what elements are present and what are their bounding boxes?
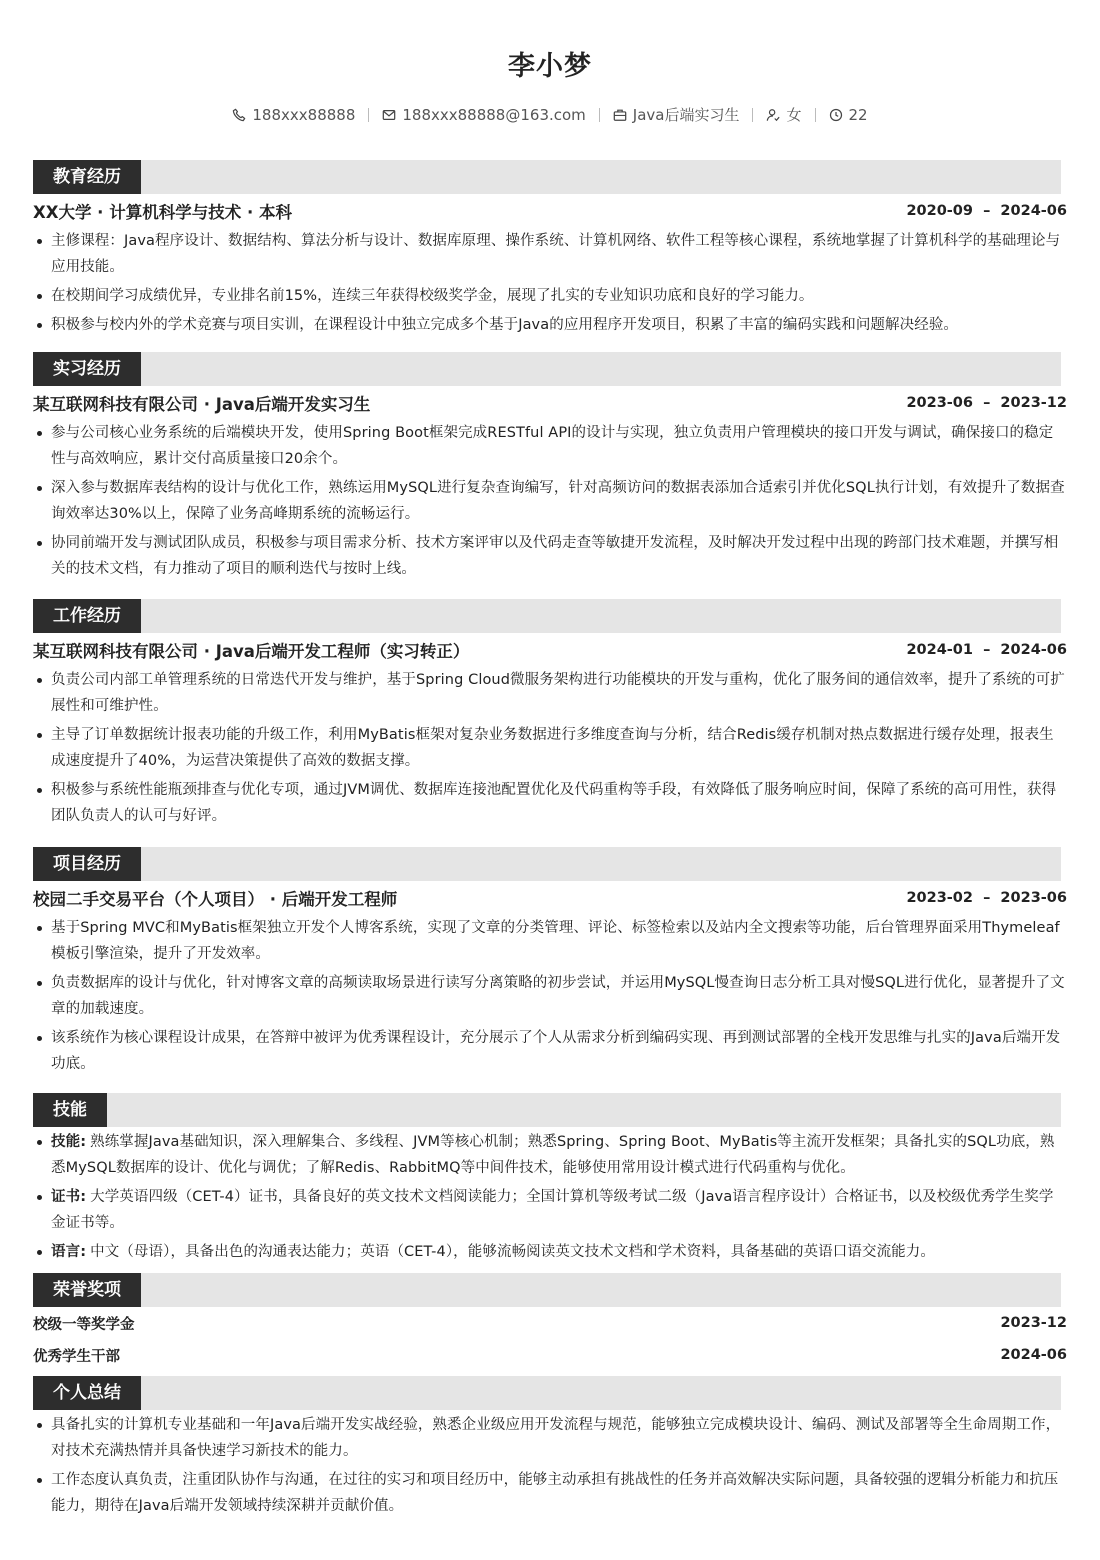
person-icon (766, 108, 780, 122)
list-item: 工作态度认真负责，注重团队协作与沟通，在过往的实习和项目经历中，能够主动承担有挑战性的任务并高效解决实际问题，具备较强的逻辑分析能力和抗压能力，期待在Java后端开发领域持续深耕并贡献价值。 (33, 1467, 1067, 1519)
section-title: 荣誉奖项 (33, 1273, 141, 1307)
work-section (33, 599, 1067, 832)
contact-gender (766, 104, 801, 125)
section-header (33, 1273, 1061, 1307)
section-header (33, 160, 1061, 194)
skill-list (33, 1129, 1067, 1265)
skill-key: 证书: (51, 1189, 87, 1205)
contact-divider (752, 108, 753, 122)
education-section (33, 160, 1067, 341)
list-item: 深入参与数据库表结构的设计与优化工作，熟练运用MySQL进行复杂查询编写，针对高频访问的数据表添加合适索引并优化SQL执行计划，有效提升了数据查询效率达30%以上，保障了业务高峰期系统的流畅运行。 (33, 475, 1067, 527)
honor-name: 校级一等奖学金 (33, 1316, 135, 1333)
entry-header (33, 386, 1067, 420)
skills-section (33, 1093, 1067, 1268)
contact-age (829, 106, 868, 124)
entry-bullets (33, 915, 1067, 1077)
entry-date: 2023-06 – 2023-12 (906, 395, 1067, 411)
skill-key: 语言: (51, 1244, 87, 1260)
contact-divider (368, 108, 369, 122)
list-item: 积极参与校内外的学术竞赛与项目实训，在课程设计中独立完成多个基于Java的应用程序开发项目，积累了丰富的编码实践和问题解决经验。 (33, 312, 1067, 338)
skill-item (33, 1239, 1067, 1265)
clock-icon (829, 108, 843, 122)
section-title: 教育经历 (33, 160, 141, 194)
position-text: Java后端实习生 (632, 106, 740, 124)
contact-email (382, 106, 585, 124)
entry-heading: 某互联网科技有限公司 · Java后端开发实习生 (33, 395, 371, 414)
honor-name: 优秀学生干部 (33, 1348, 120, 1365)
contact-bar (0, 104, 1100, 125)
contact-phone (232, 106, 355, 124)
list-item: 该系统作为核心课程设计成果，在答辩中被评为优秀课程设计，充分展示了个人从需求分析到编码实现、再到测试部署的全栈开发思维与扎实的Java后端开发功底。 (33, 1025, 1067, 1077)
list-item: 参与公司核心业务系统的后端模块开发，使用Spring Boot框架完成RESTful API的设计与实现，独立负责用户管理模块的接口开发与调试，确保接口的稳定性与高效响应，累计交付高质量接口20余个。 (33, 420, 1067, 472)
phone-icon (232, 108, 246, 122)
section-title: 实习经历 (33, 352, 141, 386)
gender-text: 女 (786, 106, 802, 124)
list-item: 负责数据库的设计与优化，针对博客文章的高频读取场景进行读写分离策略的初步尝试，并运用MySQL慢查询日志分析工具对慢SQL进行优化，显著提升了文章的加载速度。 (33, 970, 1067, 1022)
list-item: 协同前端开发与测试团队成员，积极参与项目需求分析、技术方案评审以及代码走查等敏捷开发流程，及时解决开发过程中出现的跨部门技术难题，并撰写相关的技术文档，有力推动了项目的顺利迭代与按时上线。 (33, 530, 1067, 582)
summary-section (33, 1376, 1067, 1522)
briefcase-icon (613, 108, 627, 122)
entry-bullets (33, 228, 1067, 338)
phone-text: 188xxx88888 (252, 105, 356, 124)
list-item: 主导了订单数据统计报表功能的升级工作，利用MyBatis框架对复杂业务数据进行多维度查询与分析，结合Redis缓存机制对热点数据进行缓存处理，报表生成速度提升了40%，为运营决策提供了高效的数据支撑。 (33, 722, 1067, 774)
entry-header (33, 881, 1067, 915)
contact-position (613, 104, 740, 125)
honor-date: 2023-12 (1000, 1315, 1067, 1331)
section-title: 项目经历 (33, 847, 141, 881)
list-item: 基于Spring MVC和MyBatis框架独立开发个人博客系统，实现了文章的分类管理、评论、标签检索以及站内全文搜索等功能，后台管理界面采用Thymeleaf模板引擎渲染，提升了开发效率。 (33, 915, 1067, 967)
section-header (33, 599, 1061, 633)
project-section (33, 847, 1067, 1080)
skill-key: 技能: (51, 1134, 87, 1150)
entry-heading: XX大学 · 计算机科学与技术 · 本科 (33, 203, 292, 222)
entry-date: 2023-02 – 2023-06 (906, 890, 1067, 906)
skill-text: 中文（母语），具备出色的沟通表达能力；英语（CET-4），能够流畅阅读英文技术文档和学术资料，具备基础的英语口语交流能力。 (90, 1244, 935, 1260)
honor-date: 2024-06 (1000, 1347, 1067, 1363)
section-header (33, 847, 1061, 881)
list-item: 负责公司内部工单管理系统的日常迭代开发与维护，基于Spring Cloud微服务架构进行功能模块的开发与重构，优化了服务间的通信效率，提升了系统的可扩展性和可维护性。 (33, 667, 1067, 719)
internship-section (33, 352, 1067, 585)
honor-row (33, 1339, 1067, 1371)
skill-text: 大学英语四级（CET-4）证书，具备良好的英文技术文档阅读能力；全国计算机等级考试二级（Java语言程序设计）合格证书，以及校级优秀学生奖学金证书等。 (51, 1189, 1054, 1231)
skill-text: 熟练掌握Java基础知识，深入理解集合、多线程、JVM等核心机制；熟悉Spring、Spring Boot、MyBatis等主流开发框架；具备扎实的SQL功底，熟悉MySQL数据库的设计、优化与调优；了解Redis、RabbitMQ等中间件技术，能够使用常用设计模式进行代码重构与优化。 (51, 1134, 1055, 1176)
candidate-name: 李小梦 (508, 51, 592, 82)
entry-heading: 某互联网科技有限公司 · Java后端开发工程师（实习转正） (33, 642, 470, 661)
section-header (33, 352, 1061, 386)
skill-item (33, 1129, 1067, 1181)
list-item: 积极参与系统性能瓶颈排查与优化专项，通过JVM调优、数据库连接池配置优化及代码重构等手段，有效降低了服务响应时间，保障了系统的高可用性，获得团队负责人的认可与好评。 (33, 777, 1067, 829)
list-item: 具备扎实的计算机专业基础和一年Java后端开发实战经验，熟悉企业级应用开发流程与规范，能够独立完成模块设计、编码、测试及部署等全生命周期工作，对技术充满热情并具备快速学习新技术的能力。 (33, 1412, 1067, 1464)
entry-date: 2024-01 – 2024-06 (906, 642, 1067, 658)
section-title: 工作经历 (33, 599, 141, 633)
section-title: 技能 (33, 1093, 107, 1127)
mail-icon (382, 108, 396, 122)
section-title: 个人总结 (33, 1376, 141, 1410)
list-item: 主修课程：Java程序设计、数据结构、算法分析与设计、数据库原理、操作系统、计算机网络、软件工程等核心课程，系统地掌握了计算机科学的基础理论与应用技能。 (33, 228, 1067, 280)
honor-row (33, 1307, 1067, 1339)
skill-item (33, 1184, 1067, 1236)
entry-date: 2020-09 – 2024-06 (906, 203, 1067, 219)
entry-bullets (33, 667, 1067, 829)
section-header (33, 1093, 1061, 1127)
summary-bullets (33, 1412, 1067, 1519)
entry-header (33, 633, 1067, 667)
contact-divider (815, 108, 816, 122)
entry-bullets (33, 420, 1067, 582)
honors-section (33, 1273, 1067, 1371)
entry-header (33, 194, 1067, 228)
list-item: 在校期间学习成绩优异，专业排名前15%，连续三年获得校级奖学金，展现了扎实的专业知识功底和良好的学习能力。 (33, 283, 1067, 309)
age-text: 22 (848, 105, 868, 124)
contact-divider (599, 108, 600, 122)
email-text: 188xxx88888@163.com (402, 105, 586, 124)
section-header (33, 1376, 1061, 1410)
entry-heading: 校园二手交易平台（个人项目） · 后端开发工程师 (33, 890, 398, 909)
